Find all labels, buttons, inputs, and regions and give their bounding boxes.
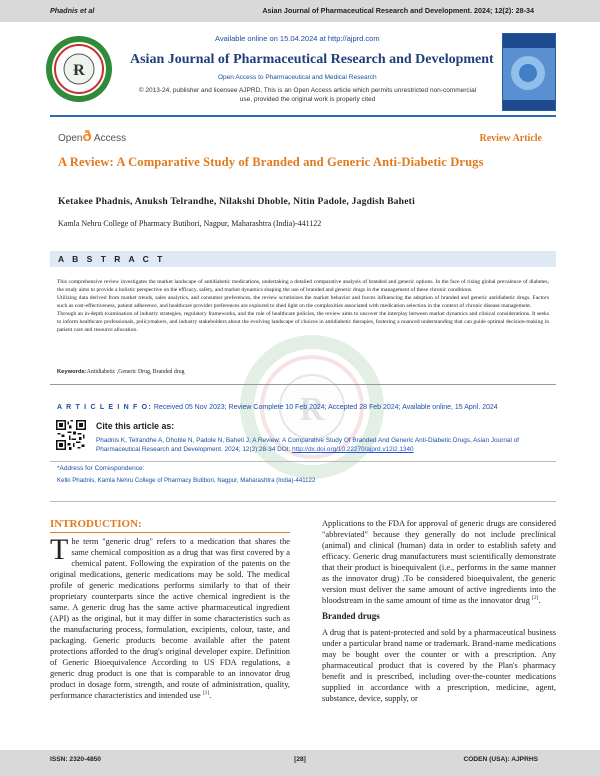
article-title: A Review: A Comparative Study of Branded and Generic Anti-Diabetic Drugs — [58, 155, 484, 169]
article-info — [57, 404, 498, 411]
abstract-heading-bar — [50, 251, 556, 267]
correspondence-bottom-divider — [50, 501, 556, 502]
abstract-paragraph-3: Through an in-depth examination of industry strategies, regulatory frameworks, and the role of healthcare policies, the review aims to uncover the interplay between market dynamics and clinical considerations. It seeks to inform healthcare professionals, policymakers, and industry stakeholders about the evolving landscape of choices in antidiabetic therapies, fostering a nuanced understanding that can guide optimal decision-making in patient care and resource allocation. — [57, 310, 549, 333]
open-access-access: Access — [93, 133, 127, 144]
body-column-left — [50, 533, 290, 701]
available-online: Available online on 15.04.2024 at http://ajprd.com — [215, 34, 380, 43]
qr-code[interactable] — [56, 420, 86, 450]
watermark-rx-symbol: Ɍ — [299, 391, 325, 428]
article-type: Review Article — [479, 133, 542, 144]
footer-coden: CODEN (USA): AJPRHS — [463, 756, 538, 763]
page-footer — [0, 750, 600, 776]
reference-2[interactable]: [2] — [532, 595, 539, 602]
abstract-paragraph-1: This comprehensive review investigates the market landscape of antidiabetic medications, undertaking a detailed comparative analysis of branded and generic options. In the face of rising global prevalence of diabetes, the study aims to provide a holistic perspective on the efficacy, safety, and market dynamics shaping the use of branded and generic drugs in the management of these chronic conditions. — [57, 279, 549, 293]
journal-title: Asian Journal of Pharmaceutical Research and Development — [130, 52, 494, 67]
journal-logo — [44, 34, 114, 104]
logo-rx-symbol: Ɍ — [73, 62, 85, 79]
affiliation: Kamla Nehru College of Pharmacy Butibori, Nagpur, Maharashtra (India)-441122 — [58, 219, 322, 228]
keywords-divider — [50, 384, 556, 385]
intro-paragraph-2 — [322, 518, 556, 606]
cite-heading: Cite this article as: — [96, 421, 175, 431]
license-statement: © 2013-24, publisher and licensee AJPRD, This is an Open Access article which permits unrestricted non-commercial use, provided the original work is properly cited — [138, 87, 477, 103]
abstract-paragraph-2: Utilizing data derived from market trends, sales analytics, and consumer preferences, the review scrutinizes the market behavior and forces influencing the adoption of branded and generic antidiabetic drugs. Factors such as cost-effectiveness, patient adherence, and healthcare provider preferences are explored to shed light on the complexities associated with medication selection in the context of chronic disease management. — [57, 294, 549, 309]
journal-subtitle: Open Access to Pharmaceutical and Medical Research — [218, 74, 377, 81]
open-access-open: Open — [58, 133, 83, 144]
journal-cover-thumbnail — [502, 33, 556, 111]
abstract-body — [57, 279, 549, 335]
footer-page-number: [28] — [294, 756, 306, 763]
article-info-dates: Received 05 Nov 2023; Review Complete 10 Feb 2024; Accepted 28 Feb 2024; Available online, 15 April. 2024 — [153, 404, 498, 411]
header-divider — [50, 115, 556, 117]
running-header-authors: Phadnis et al — [50, 6, 95, 15]
intro-paragraph-2-text: Applications to the FDA for approval of generic drugs are considered "abbreviated" because they generally do not include preclinical (animal) and clinical (human) data in order to establish safety and efficacy. Generic drug manufacturers must scientifically demonstrate that their product is bioequivalent (i.e., performs in the same manner as the innovator drug) .To be considered bioequivalent, the generic version must deliver the same amount of active ingredients into the bloodstream in the same amount of time as the innovator drug — [322, 519, 556, 605]
citation-text — [96, 436, 548, 454]
open-access-lock-icon: ð — [82, 128, 92, 145]
intro-paragraph-2-end: . — [538, 596, 541, 605]
open-access-badge — [58, 128, 126, 145]
introduction-heading: INTRODUCTION: — [50, 518, 142, 530]
reference-1[interactable]: [1] — [202, 690, 210, 697]
abstract-heading: A B S T R A C T — [58, 254, 166, 264]
keywords — [57, 369, 185, 375]
doi-link[interactable]: http://dx.doi.org/10.22270/ajprd.v12i2.1340 — [292, 446, 414, 454]
introduction-underline — [50, 532, 290, 533]
body-column-right — [322, 518, 556, 704]
intro-paragraph-1-end: . — [209, 691, 212, 700]
branded-drugs-heading: Branded drugs — [322, 611, 380, 621]
branded-drugs-paragraph: A drug that is patent-protected and sold by a pharmaceutical business under a particular brand name or trademark. Brand-name medications may be bought over the counter or with a prescription. Any pharmaceutical product that is covered by the Plan's pharmacy benefit and is prescribed, including over-the-counter medications supplied in accordance with a prescription, medicine, agent, substance, device, supply, or — [322, 627, 556, 703]
intro-paragraph-1 — [50, 533, 290, 701]
citation-body: Phadnis K, Telrandhe A, Dhoble N, Padole N, Baheti J, A Review: A Comparative Study Of Branded And Generic Anti-Diabetic Drugs, Asian Journal of Pharmaceutical Research and Development. 2024; 12(2):28-34 DOI: — [96, 437, 519, 454]
keywords-value: Antidiabetic ,Generic Drug, Branded drug — [86, 369, 185, 375]
author-list: Ketakee Phadnis, Anuksh Telrandhe, Nilakshi Dhoble, Nitin Padole, Jagdish Baheti — [58, 196, 415, 207]
running-header — [0, 0, 600, 22]
keywords-label: Keywords: — [57, 369, 87, 375]
intro-paragraph-1-text: he term "generic drug" refers to a medication that shares the same chemical composition as a drug that was first covered by a chemical patent. Following the expiration of the patents on the original medications, generic medications may be sold. The medical profile of generic medications performs similarly to that of their proprietary counterparts since the active chemical ingredient is the same. A generic drug has the same active pharmaceutical ingredient (API) as the original, but it may differ in some characteristics such as the manufacturing process, formulation, excipients, colour, taste, and packaging. Generic products become available after the patent protections afforded to the drug's original developer expire. Definition of Generic Bioequivalence According to US FDA regulations, a generic drug product is one that is comparable to an innovator drug product in dosage form, strength, and route of administration, quality, performance characteristics and intended use — [50, 537, 290, 700]
dropcap-letter: T — [50, 533, 69, 566]
footer-issn: ISSN: 2320-4850 — [50, 756, 101, 763]
article-info-label: A R T I C L E I N F O: — [57, 404, 152, 411]
correspondence-address: Ketki Phadnis, Kamla Nehru College of Pharmacy Butibori, Nagpur, Maharashtra (India)-441122 — [57, 477, 316, 484]
running-header-journal: Asian Journal of Pharmaceutical Research and Development. 2024; 12(2): 28-34 — [262, 6, 534, 15]
correspondence-heading: *Address for Correspondence: — [57, 465, 145, 472]
correspondence-top-divider — [50, 461, 556, 462]
